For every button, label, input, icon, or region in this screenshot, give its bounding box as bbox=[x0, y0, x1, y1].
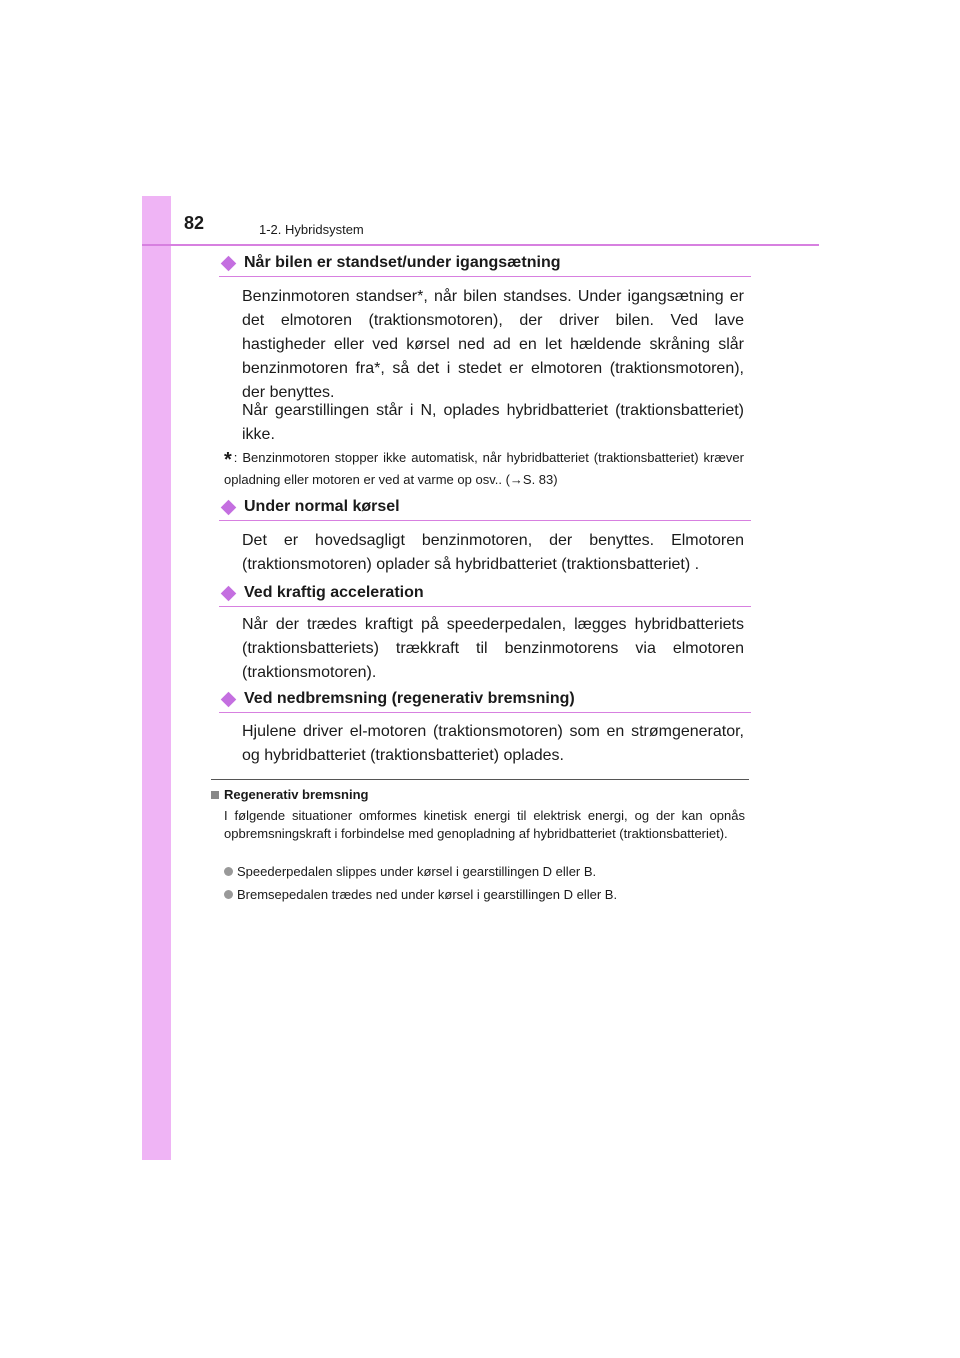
heading-text: Under normal kørsel bbox=[244, 498, 400, 515]
list-item-text: Speederpedalen slippes under kørsel i gearstillingen D eller B. bbox=[237, 864, 597, 879]
circle-bullet-icon bbox=[224, 890, 233, 899]
note-divider bbox=[211, 779, 749, 780]
diamond-bullet-icon bbox=[221, 255, 237, 271]
diamond-bullet-icon bbox=[221, 691, 237, 707]
list-item-text: Bremsepedalen trædes ned under kørsel i gearstillingen D eller B. bbox=[237, 887, 618, 902]
paragraph: Når gearstillingen står i N, oplades hybridbatteriet (traktionsbatteriet) ikke. bbox=[242, 402, 744, 443]
paragraph: Det er hovedsagligt benzinmotoren, der benyttes. Elmotoren (traktionsmotoren) oplader så hybridbatteriet (traktionsbatteriet) . bbox=[242, 532, 744, 573]
list-item bbox=[224, 864, 596, 879]
list-item bbox=[224, 887, 617, 902]
section-heading-normal-driving bbox=[219, 494, 751, 521]
chapter-side-tab bbox=[142, 196, 171, 1160]
heading-text: Når bilen er standset/under igangsætning bbox=[244, 254, 561, 271]
page-number: 82 bbox=[184, 213, 205, 233]
square-bullet-icon bbox=[211, 791, 219, 799]
heading-text: Ved nedbremsning (regenerativ bremsning) bbox=[244, 690, 575, 707]
header-divider bbox=[142, 244, 819, 246]
circle-bullet-icon bbox=[224, 867, 233, 876]
diamond-bullet-icon bbox=[221, 499, 237, 515]
section-heading-stopped bbox=[219, 250, 751, 277]
heading-text: Ved kraftig acceleration bbox=[244, 584, 424, 601]
note-title-text: Regenerativ bremsning bbox=[224, 787, 369, 802]
section-heading-braking bbox=[219, 686, 751, 713]
footnote-marker: * bbox=[224, 449, 232, 471]
footnote bbox=[224, 448, 744, 489]
footnote-text: : Benzinmotoren stopper ikke automatisk, når hybridbatteriet (traktionsbatteriet) kræver opladning eller motoren er ved at varme op osv.. (→S. 83) bbox=[224, 450, 744, 487]
section-title: 1-2. Hybridsystem bbox=[259, 222, 364, 237]
paragraph: Når der trædes kraftigt på speederpedalen, lægges hybridbatteriets (traktionsbatteriets) trækkraft til benzinmotorens via elmotoren (traktionsmotoren). bbox=[242, 616, 744, 681]
note-title bbox=[211, 787, 369, 802]
section-heading-acceleration bbox=[219, 580, 751, 607]
diamond-bullet-icon bbox=[221, 585, 237, 601]
paragraph: Hjulene driver el-motoren (traktionsmotoren) som en strømgenerator, og hybridbatteriet (traktionsbatteriet) oplades. bbox=[242, 723, 744, 764]
paragraph: Benzinmotoren standser*, når bilen standses. Under igangsætning er det elmotoren (traktionsmotoren), der driver bilen. Ved lave hastigheder eller ved kørsel ned ad en let hældende skråning slår benzinmotoren fra*, så det i stedet er elmotoren (traktionsmotoren), der benyttes. bbox=[242, 288, 744, 401]
note-text: I følgende situationer omformes kinetisk energi til elektrisk energi, og der kan opnås opbremsningskraft i forbindelse med genopladning af hybridbatteriet (traktionsbatteriet). bbox=[224, 808, 745, 841]
